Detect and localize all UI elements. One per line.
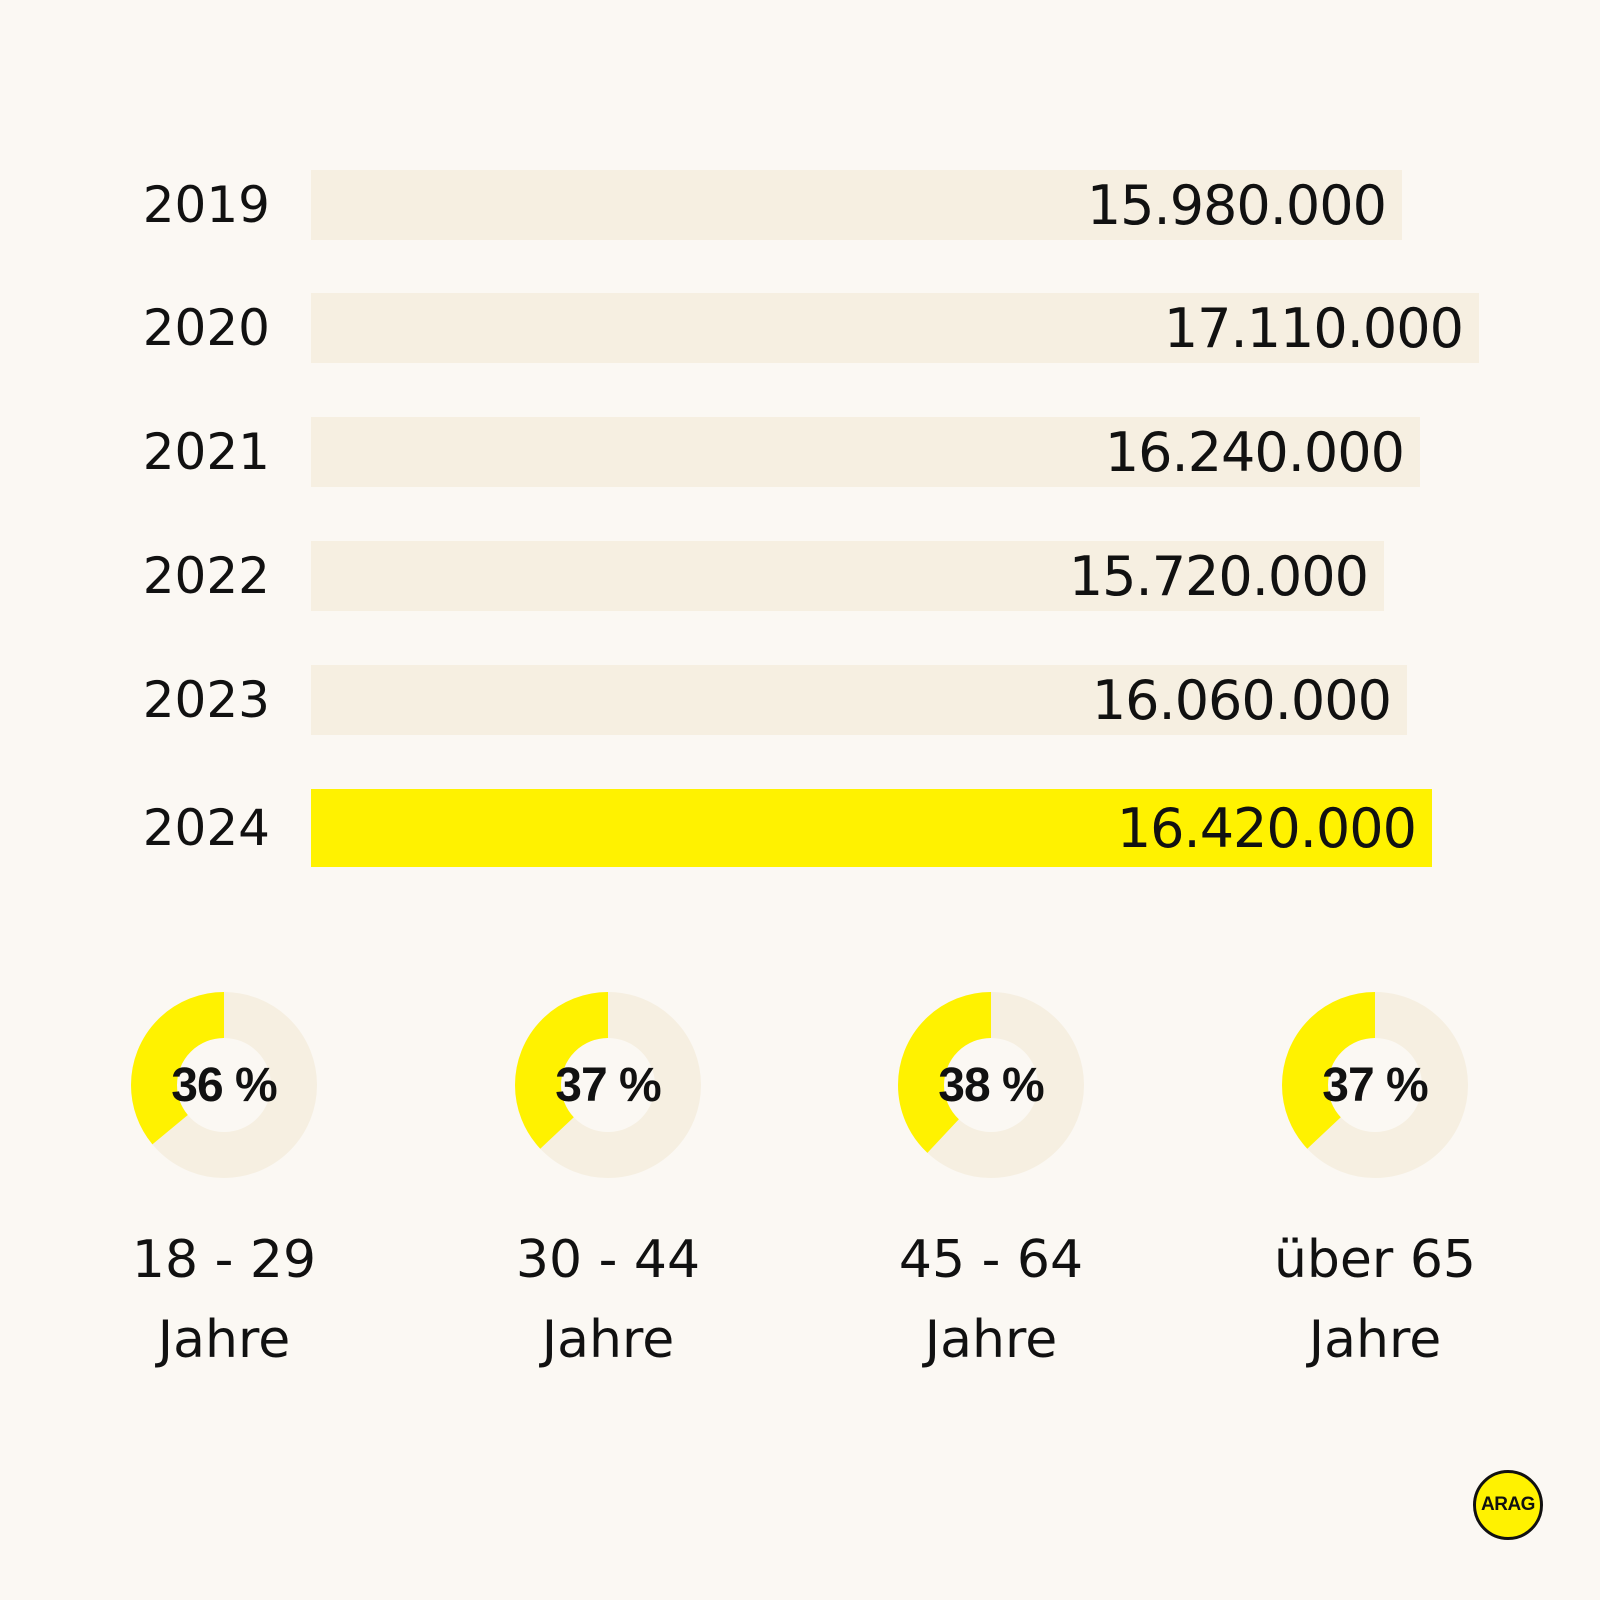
donut-percent-label: 38 % bbox=[938, 1058, 1044, 1112]
bar-2023 bbox=[311, 665, 1407, 735]
donut-percent-label: 36 % bbox=[171, 1058, 277, 1112]
donut-percent-label: 37 % bbox=[1322, 1058, 1428, 1112]
year-label-2021: 2021 bbox=[142, 423, 270, 481]
donut-item bbox=[1225, 990, 1525, 1380]
bar-value-label-2022: 15.720.000 bbox=[1068, 544, 1368, 608]
age-range-text: 18 - 29 bbox=[131, 1230, 317, 1290]
donut-item bbox=[74, 990, 374, 1380]
age-group-label bbox=[1225, 1220, 1525, 1380]
donut-charts bbox=[0, 990, 1600, 1410]
year-label-2024: 2024 bbox=[142, 799, 270, 857]
logo-text: ARAG bbox=[1481, 1494, 1535, 1515]
donut-percent-label: 37 % bbox=[555, 1058, 661, 1112]
age-range-text: 30 - 44 bbox=[515, 1230, 701, 1290]
year-label-2022: 2022 bbox=[142, 547, 270, 605]
bar-value-label-2020: 17.110.000 bbox=[1163, 296, 1463, 360]
bar-2019 bbox=[311, 170, 1402, 240]
bar-2021 bbox=[311, 417, 1420, 487]
donut-item bbox=[841, 990, 1141, 1380]
year-label-2023: 2023 bbox=[142, 671, 270, 729]
age-group-label bbox=[74, 1220, 374, 1380]
bar-value-label-2024: 16.420.000 bbox=[1116, 796, 1416, 860]
age-unit-text: Jahre bbox=[541, 1310, 675, 1370]
age-unit-text: Jahre bbox=[924, 1310, 1058, 1370]
bar-2022 bbox=[311, 541, 1384, 611]
bar-2020 bbox=[311, 293, 1479, 363]
age-range-text: 45 - 64 bbox=[898, 1230, 1084, 1290]
arag-logo bbox=[1473, 1470, 1543, 1540]
age-unit-text: Jahre bbox=[1308, 1310, 1442, 1370]
age-unit-text: Jahre bbox=[157, 1310, 291, 1370]
bar-value-label-2019: 15.980.000 bbox=[1086, 173, 1386, 237]
age-range-text: über 65 bbox=[1273, 1230, 1477, 1290]
bar-value-label-2023: 16.060.000 bbox=[1091, 668, 1391, 732]
bar-value-label-2021: 16.240.000 bbox=[1104, 420, 1404, 484]
bar-2024 bbox=[311, 789, 1432, 867]
year-label-2020: 2020 bbox=[142, 299, 270, 357]
age-group-label bbox=[841, 1220, 1141, 1380]
age-group-label bbox=[458, 1220, 758, 1380]
donut-item bbox=[458, 990, 758, 1380]
year-label-2019: 2019 bbox=[142, 176, 270, 234]
